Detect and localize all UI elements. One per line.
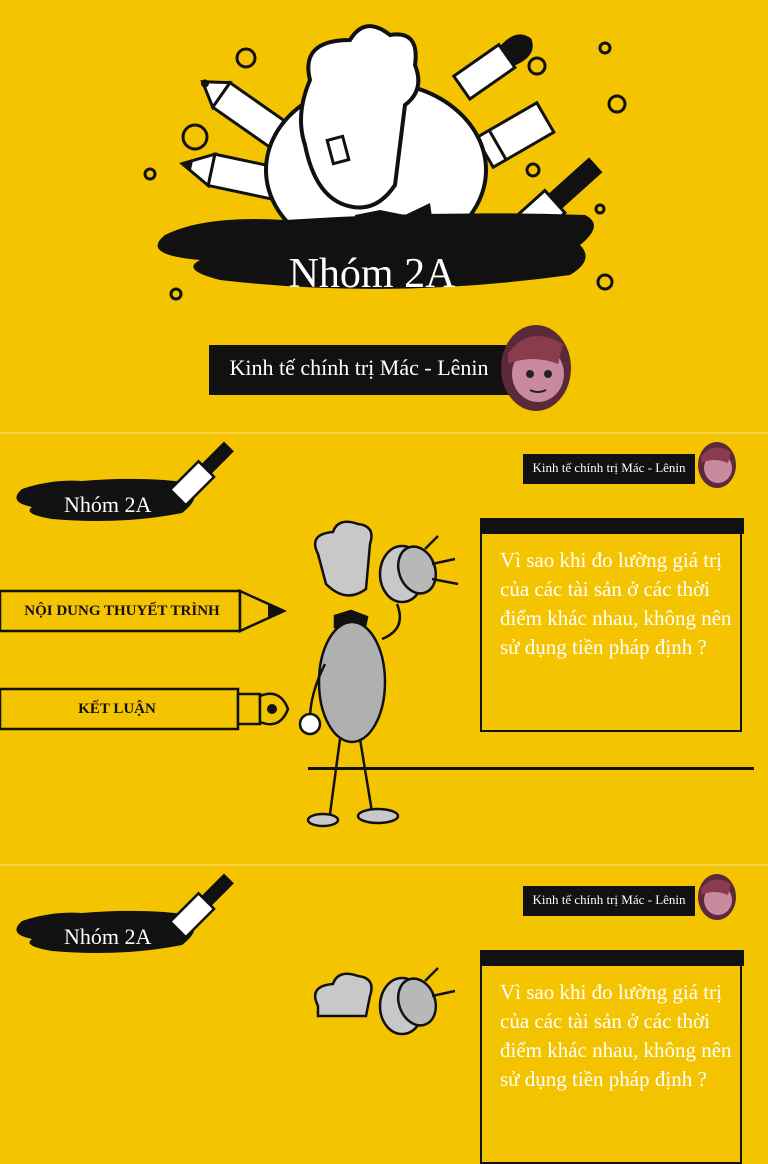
brand-title: Nhóm 2A (64, 492, 152, 517)
brand-title: Nhóm 2A (64, 924, 152, 949)
avatar (697, 873, 737, 921)
eraser-icon (476, 103, 554, 167)
speaker-figure (300, 522, 458, 826)
paintbrush-icon (170, 871, 236, 937)
subject-tag: Kinh tế chính trị Mác - Lênin (523, 454, 695, 484)
question-box (480, 950, 742, 1164)
question-text: Vì sao khi đo lường giá trị của các tài sản ở các thời điểm khác nhau, không nên sử dụng tiền pháp định ? (500, 980, 732, 1091)
paintbrush-icon (170, 439, 236, 505)
subject-banner: Kinh tế chính trị Mác - Lênin (209, 345, 509, 395)
title-slide (0, 0, 768, 432)
brush-icon (454, 27, 540, 99)
nav-item-content[interactable]: NỘI DUNG THUYẾT TRÌNH (24, 603, 220, 619)
avatar (500, 324, 572, 412)
speaker-figure (315, 968, 455, 1034)
group-title: Nhóm 2A (288, 251, 456, 297)
subject-tag: Kinh tế chính trị Mác - Lênin (523, 886, 695, 916)
content-slide (0, 434, 768, 864)
content-slide-2 (0, 866, 768, 1091)
avatar (697, 441, 737, 489)
question-text: Vì sao khi đo lường giá trị của các tài sản ở các thời điểm khác nhau, không nên sử dụng tiền pháp định ? (500, 548, 732, 659)
nav-item-conclusion[interactable]: KẾT LUẬN (78, 701, 156, 717)
floor-line (308, 767, 754, 770)
question-box (480, 518, 742, 732)
